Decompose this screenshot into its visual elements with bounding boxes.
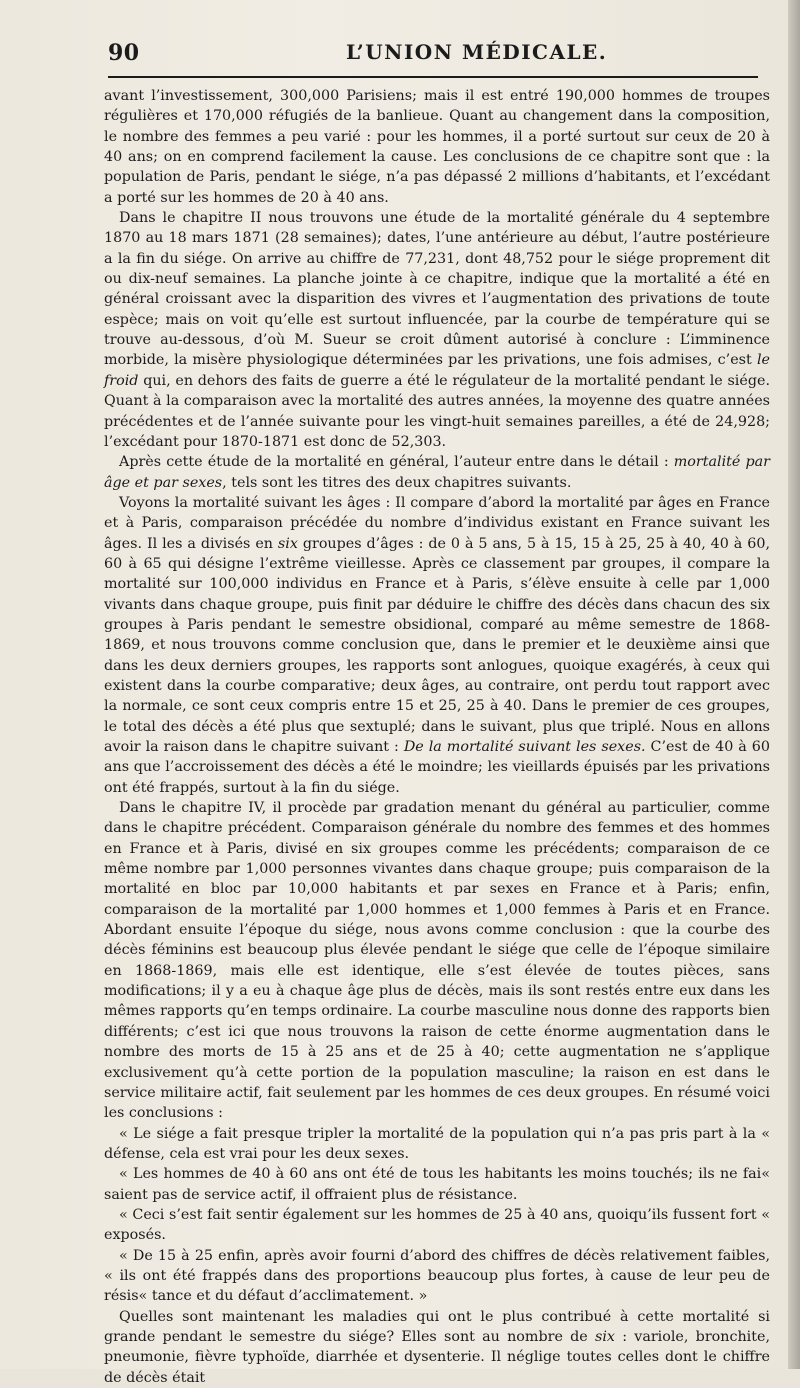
paragraph bbox=[104, 1124, 770, 1165]
text-run: qui, en dehors des faits de guerre a été le régulateur de la mortalité pendant le siége. Quant à la comparaison avec la mortalité des autres années, la moyenne des quatre années précédentes et de l’année suivante pour les vingt-huit semaines pareilles, a été de 24,928; l’excédant pour 1870-1871 est donc de 52,303. bbox=[104, 372, 770, 450]
text-run: « De 15 à 25 enfin, après avoir fourni d’abord des chiffres de décès relativement faibles, « ils ont été frappés dans des proportions beaucoup plus fortes, à cause de leur peu de résis« tance et du défaut d’acclimatement. » bbox=[104, 1247, 770, 1305]
page-edge bbox=[788, 0, 800, 1369]
italic-text: six bbox=[594, 1328, 615, 1345]
text-run: avant l’investissement, 300,000 Parisiens; mais il est entré 190,000 hommes de troupes régulières et 170,000 réfugiés de la banlieue. Quant au changement dans la composition, le nombre des femmes a peu varié : pour les hommes, il a porté surtout sur ceux de 20 à 40 ans; on en comprend facilement la cause. Les conclusions de ce chapitre sont que : la population de Paris, pendant le siége, n’a pas dépassé 2 millions d’habitants, et l’excédant a porté sur les hommes de 20 à 40 ans. bbox=[104, 88, 770, 206]
text-run: Quelles sont maintenant les maladies qui ont le plus contribué à cette mortalité si grande pendant le semestre du siége? Elles sont au nombre de bbox=[104, 1308, 770, 1345]
italic-text: De la mortalité suivant les sexes. bbox=[403, 739, 646, 755]
paragraph bbox=[104, 452, 770, 493]
paragraph bbox=[104, 1307, 770, 1388]
header-rule bbox=[108, 76, 758, 78]
paragraph bbox=[104, 798, 770, 1124]
article-body bbox=[104, 86, 770, 1388]
text-run: : variole, bronchite, pneumonie, fièvre typhoïde, diarrhée et dysenterie. Il néglige toutes celles dont le chiffre de décès était bbox=[104, 1328, 771, 1386]
italic-text: six bbox=[277, 535, 298, 552]
page-header bbox=[108, 40, 758, 74]
italic-text: mortalité par âge et par sexes bbox=[104, 454, 770, 491]
text-run: Dans le chapitre IV, il procède par gradation menant du général au particulier, comme dans le chapitre précédent. Comparaison générale du nombre des femmes et des hommes en France et à Paris, divisé en six groupes comme les précédents; comparaison de ce même nombre par 1,000 personnes vivantes dans chaque groupe; puis comparaison de la mortalité en bloc par 10,000 habitants et par sexes en France et à Paris; enfin, comparaison de la mortalité par 1,000 hommes et 1,000 femmes à Paris et en France. Abordant ensuite l’époque du siége, nous avons comme conclusion : que la courbe des décès féminins est beaucoup plus élevée pendant le siége que celle de l’époque similaire en 1868-1869, mais elle est identique, elle s’est élevée de toutes pièces, sans modifications; il y a eu à chaque âge plus de décès, mais ils sont restés entre eux dans les mêmes rapports qu’en temps ordinaire. La courbe masculine nous donne des rapports bien différents; c’est ici que nous trouvons la raison de cette énorme augmentation dans le nombre des morts de 15 à 25 ans et de 25 à 40; cette augmentation ne s’applique exclusivement qu’à cette portion de la population masculine; la raison en est dans le service militaire actif, fait seulement par les hommes de ces deux groupes. En résumé voici les conclusions : bbox=[104, 800, 770, 1122]
paragraph bbox=[104, 1246, 770, 1307]
paragraph bbox=[104, 1205, 770, 1246]
text-run: , tels sont les titres des deux chapitres suivants. bbox=[222, 474, 572, 491]
text-run: « Ceci s’est fait sentir également sur les hommes de 25 à 40 ans, quoiqu’ils fussent fort « exposés. bbox=[104, 1206, 770, 1244]
text-run: Voyons la mortalité suivant les âges : Il compare d’abord la mortalité par âges en France et à Paris, comparaison précédée du nombre d’individus existant en France suivant les âges. Il les a divisés en bbox=[104, 494, 770, 552]
italic-text: le froid bbox=[104, 352, 770, 389]
paragraph bbox=[104, 493, 770, 798]
text-run: Après cette étude de la mortalité en général, l’auteur entre dans le détail : bbox=[119, 454, 674, 471]
running-title: L’UNION MÉDICALE. bbox=[346, 40, 608, 64]
text-run: « Les hommes de 40 à 60 ans ont été de tous les habitants les moins touchés; ils ne fai« saient pas de service actif, il offraient plus de résistance. bbox=[104, 1166, 770, 1203]
paragraph bbox=[104, 208, 770, 452]
text-run: Dans le chapitre II nous trouvons une étude de la mortalité générale du 4 septembre 1870 au 18 mars 1871 (28 semaines); dates, l’une antérieure au début, l’autre postérieure a la fin du siége. On arrive au chiffre de 77,231, dont 48,752 pour le siége proprement dit ou dix-neuf semaines. La planche jointe à ce chapitre, indique que la mortalité a été en général croissant avec la disparition des vivres et l’augmentation des privations de toute espèce; mais on voit qu’elle est surtout influencée, par la courbe de température qui se trouve au-dessous, d’où M. Sueur se croit dûment autorisé à conclure : L’imminence morbide, la misère physiologique déterminées par les privations, une fois admises, c’est bbox=[104, 210, 770, 369]
text-run: groupes d’âges : de 0 à 5 ans, 5 à 15, 15 à 25, 25 à 40, 40 à 60, 60 à 65 qui désigne l’extrême vieillesse. Après ce classement par groupes, il compare la mortalité sur 100,000 individus en France et à Paris, s’élève ensuite à celle par 1,000 vivants dans chaque groupe, puis finit par déduire le chiffre des décès dans chacun des six groupes à Paris pendant le semestre obsidional, comparé au même semestre de 1868-1869, et nous trouvons comme conclusion que, dans le premier et le deuxième ainsi que dans les deux derniers groupes, les rapports sont anlogues, quoique exagérés, à ceux qui existent dans la courbe comparative; deux âges, au contraire, ont perdu tout rapport avec la normale, ce sont ceux compris entre 15 et 25, 25 à 40. Dans le premier de ces groupes, le total des décès a été plus que sextuplé; dans le suivant, plus que triplé. Nous en allons avoir la raison dans le chapitre suivant : bbox=[104, 535, 770, 755]
page-number: 90 bbox=[108, 40, 140, 66]
text-run: C’est de 40 à 60 ans que l’accroissement des décès a été le moindre; les vieillards épuisés par les privations ont été frappés, surtout à la fin du siége. bbox=[104, 739, 770, 796]
paragraph bbox=[104, 1164, 770, 1205]
paragraph bbox=[104, 86, 770, 208]
text-run: « Le siége a fait presque tripler la mortalité de la population qui n’a pas pris part à la « défense, cela est vrai pour les deux sexes. bbox=[104, 1125, 770, 1162]
